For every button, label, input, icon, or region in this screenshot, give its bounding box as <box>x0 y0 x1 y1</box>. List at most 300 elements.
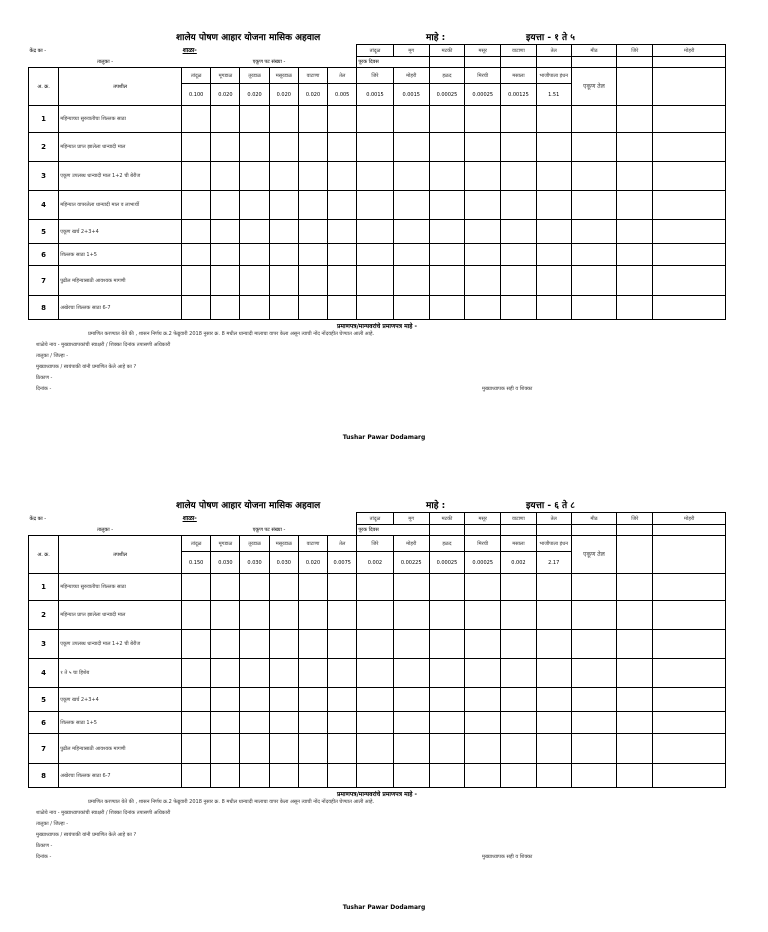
entry-cell[interactable] <box>465 106 501 133</box>
row-number: 6 <box>29 712 59 734</box>
entry-cell[interactable] <box>182 296 211 320</box>
entry-cell[interactable] <box>328 688 357 712</box>
entry-cell[interactable] <box>617 734 653 764</box>
entry-cell[interactable] <box>393 734 429 764</box>
entry-cell[interactable] <box>298 266 327 296</box>
entry-cell[interactable] <box>653 601 726 630</box>
entry-cell[interactable] <box>571 133 616 162</box>
entry-cell[interactable] <box>465 133 501 162</box>
entry-cell[interactable] <box>465 266 501 296</box>
entry-cell[interactable] <box>429 296 464 320</box>
entry-cell[interactable] <box>501 191 536 220</box>
entry-cell[interactable] <box>653 712 726 734</box>
entry-cell[interactable] <box>429 712 464 734</box>
entry-cell[interactable] <box>393 133 429 162</box>
entry-cell[interactable] <box>536 296 571 320</box>
entry-cell[interactable] <box>357 133 393 162</box>
entry-cell[interactable] <box>269 266 298 296</box>
entry-cell[interactable] <box>429 574 464 601</box>
row-label: महिन्याच्या सुरुवातीचा शिल्लक साठा <box>59 106 182 133</box>
entry-cell[interactable] <box>571 734 616 764</box>
entry-cell[interactable] <box>211 244 240 266</box>
entry-cell[interactable] <box>269 630 298 659</box>
entry-cell[interactable] <box>617 220 653 244</box>
entry-cell[interactable] <box>465 191 501 220</box>
column-header: मूगडाळ <box>211 68 240 84</box>
entry-cell[interactable] <box>429 688 464 712</box>
rate-value: 0.00225 <box>393 552 429 574</box>
entry-cell[interactable] <box>393 244 429 266</box>
rate-value: 0.00125 <box>501 84 536 106</box>
entry-cell[interactable] <box>211 659 240 688</box>
entry-cell[interactable] <box>571 764 616 788</box>
entry-cell[interactable] <box>465 688 501 712</box>
entry-cell[interactable] <box>182 220 211 244</box>
entry-cell[interactable] <box>211 712 240 734</box>
entry-cell[interactable] <box>465 244 501 266</box>
entry-cell[interactable] <box>298 659 327 688</box>
entry-cell[interactable] <box>429 659 464 688</box>
column-header: वाटाणा <box>298 68 327 84</box>
entry-cell[interactable] <box>328 734 357 764</box>
entry-cell[interactable] <box>393 688 429 712</box>
entry-cell[interactable] <box>298 191 327 220</box>
entry-cell[interactable] <box>269 133 298 162</box>
entry-cell[interactable] <box>429 244 464 266</box>
entry-cell[interactable] <box>465 574 501 601</box>
entry-cell[interactable] <box>211 296 240 320</box>
entry-cell[interactable] <box>501 106 536 133</box>
entry-cell[interactable] <box>357 244 393 266</box>
entry-cell[interactable] <box>269 106 298 133</box>
entry-cell[interactable] <box>617 601 653 630</box>
entry-cell[interactable] <box>328 296 357 320</box>
entry-cell[interactable] <box>298 220 327 244</box>
entry-cell[interactable] <box>182 764 211 788</box>
entry-cell[interactable] <box>465 601 501 630</box>
entry-cell[interactable] <box>653 659 726 688</box>
entry-cell[interactable] <box>298 764 327 788</box>
entry-cell[interactable] <box>182 244 211 266</box>
entry-cell[interactable] <box>240 220 269 244</box>
entry-cell[interactable] <box>182 574 211 601</box>
entry-cell[interactable] <box>240 162 269 191</box>
column-header: हळद <box>429 68 464 84</box>
entry-cell[interactable] <box>298 630 327 659</box>
entry-cell[interactable] <box>501 162 536 191</box>
row-label: एकूण उपलब्ध धान्यादी माल 1+2 ची बेरीज <box>59 162 182 191</box>
column-header: तूरडाळ <box>240 536 269 552</box>
entry-cell[interactable] <box>393 630 429 659</box>
entry-cell[interactable] <box>617 688 653 712</box>
entry-cell[interactable] <box>653 734 726 764</box>
entry-cell[interactable] <box>653 688 726 712</box>
entry-cell[interactable] <box>182 133 211 162</box>
entry-cell[interactable] <box>211 191 240 220</box>
entry-cell[interactable] <box>240 688 269 712</box>
entry-cell[interactable] <box>571 630 616 659</box>
entry-cell[interactable] <box>617 574 653 601</box>
udise-label: केंद्र का - <box>29 47 47 54</box>
entry-cell[interactable] <box>182 191 211 220</box>
entry-cell[interactable] <box>357 162 393 191</box>
entry-cell[interactable] <box>501 630 536 659</box>
entry-cell[interactable] <box>571 688 616 712</box>
row-label: महिन्यात वापरलेला धान्यादी माल व लाभार्थी <box>59 191 182 220</box>
column-header: मसूरडाळ <box>269 68 298 84</box>
entry-cell[interactable] <box>571 191 616 220</box>
rate-value: 0.020 <box>269 84 298 106</box>
column-header: तेल <box>536 513 571 525</box>
row-number: 5 <box>29 220 59 244</box>
rate-value: 0.020 <box>211 84 240 106</box>
column-header: जिरे <box>357 536 393 552</box>
entry-cell[interactable] <box>240 659 269 688</box>
entry-cell[interactable] <box>429 162 464 191</box>
rate-value: 0.030 <box>269 552 298 574</box>
entry-cell[interactable] <box>653 244 726 266</box>
entry-cell[interactable] <box>357 630 393 659</box>
entry-cell[interactable] <box>536 266 571 296</box>
entry-cell[interactable] <box>269 688 298 712</box>
entry-cell[interactable] <box>357 191 393 220</box>
column-header: मटकी <box>429 45 464 57</box>
row-number: 3 <box>29 162 59 191</box>
entry-cell[interactable] <box>269 659 298 688</box>
certificate-line: दिनांक - <box>36 854 52 860</box>
entry-cell[interactable] <box>465 296 501 320</box>
entry-cell[interactable] <box>269 712 298 734</box>
entry-cell[interactable] <box>536 106 571 133</box>
entry-cell[interactable] <box>240 601 269 630</box>
entry-cell[interactable] <box>211 162 240 191</box>
entry-cell[interactable] <box>393 659 429 688</box>
entry-cell[interactable] <box>298 601 327 630</box>
entry-cell[interactable] <box>269 734 298 764</box>
entry-cell[interactable] <box>328 712 357 734</box>
entry-cell[interactable] <box>536 191 571 220</box>
column-header: जिरे <box>617 45 653 57</box>
entry-cell[interactable] <box>653 133 726 162</box>
entry-cell[interactable] <box>653 191 726 220</box>
entry-cell[interactable] <box>211 133 240 162</box>
entry-cell[interactable] <box>536 133 571 162</box>
entry-cell[interactable] <box>617 266 653 296</box>
entry-cell[interactable] <box>653 106 726 133</box>
certificate-line: मुख्याध्यापक / स्वयंपाकी यांनी प्रमाणित केले आहे का ? <box>36 832 137 838</box>
entry-cell[interactable] <box>536 712 571 734</box>
item-header: तपशील <box>59 68 182 106</box>
row-number: 8 <box>29 296 59 320</box>
entry-cell[interactable] <box>536 688 571 712</box>
column-header: वाटाणा <box>501 45 536 57</box>
entry-cell[interactable] <box>240 191 269 220</box>
entry-cell[interactable] <box>328 244 357 266</box>
entry-cell[interactable] <box>429 266 464 296</box>
entry-cell[interactable] <box>182 734 211 764</box>
entry-cell[interactable] <box>269 220 298 244</box>
entry-cell[interactable] <box>393 296 429 320</box>
entry-cell[interactable] <box>429 106 464 133</box>
certificate-title: प्रमाणपत्र/मान्यवरांचे प्रमाणपत्र माहे - <box>336 323 418 330</box>
entry-cell[interactable] <box>571 266 616 296</box>
entry-cell[interactable] <box>653 296 726 320</box>
entry-cell[interactable] <box>269 296 298 320</box>
entry-cell[interactable] <box>240 133 269 162</box>
entry-cell[interactable] <box>536 220 571 244</box>
entry-cell[interactable] <box>357 688 393 712</box>
entry-cell[interactable] <box>298 162 327 191</box>
entry-cell[interactable] <box>182 712 211 734</box>
entry-cell[interactable] <box>182 106 211 133</box>
entry-cell[interactable] <box>211 220 240 244</box>
entry-cell[interactable] <box>328 601 357 630</box>
column-header: तेल <box>536 45 571 57</box>
entry-cell[interactable] <box>536 659 571 688</box>
report-table <box>28 44 726 320</box>
entry-cell[interactable] <box>501 296 536 320</box>
column-header: मूगडाळ <box>211 536 240 552</box>
taluka-label: तालुका - <box>96 526 114 533</box>
entry-cell[interactable] <box>240 106 269 133</box>
row-label: पुढील महिन्यासाठी आवश्यक मागणी <box>59 734 182 764</box>
entry-cell[interactable] <box>617 106 653 133</box>
entry-cell[interactable] <box>617 162 653 191</box>
entry-cell[interactable] <box>269 574 298 601</box>
entry-cell[interactable] <box>269 601 298 630</box>
entry-cell[interactable] <box>653 162 726 191</box>
entry-cell[interactable] <box>465 630 501 659</box>
entry-cell[interactable] <box>298 712 327 734</box>
entry-cell[interactable] <box>298 106 327 133</box>
entry-cell[interactable] <box>211 764 240 788</box>
entry-cell[interactable] <box>269 764 298 788</box>
entry-cell[interactable] <box>240 712 269 734</box>
entry-cell[interactable] <box>617 630 653 659</box>
entry-cell[interactable] <box>617 191 653 220</box>
entry-cell[interactable] <box>240 296 269 320</box>
entry-cell[interactable] <box>211 574 240 601</box>
entry-cell[interactable] <box>571 162 616 191</box>
entry-cell[interactable] <box>393 220 429 244</box>
entry-cell[interactable] <box>328 764 357 788</box>
column-header: मोहरी <box>393 536 429 552</box>
entry-cell[interactable] <box>501 601 536 630</box>
entry-cell[interactable] <box>328 574 357 601</box>
rate-value: 0.0015 <box>393 84 429 106</box>
days-label: पूरक दिवस <box>357 525 430 536</box>
entry-cell[interactable] <box>357 734 393 764</box>
entry-cell[interactable] <box>298 244 327 266</box>
entry-cell[interactable] <box>328 162 357 191</box>
entry-cell[interactable] <box>182 630 211 659</box>
table-cell <box>429 525 464 536</box>
entry-cell[interactable] <box>328 266 357 296</box>
entry-cell[interactable] <box>240 244 269 266</box>
row-label: शिल्लक साठा 1+5 <box>59 244 182 266</box>
entry-cell[interactable] <box>501 712 536 734</box>
entry-cell[interactable] <box>357 266 393 296</box>
entry-cell[interactable] <box>429 601 464 630</box>
entry-cell[interactable] <box>429 630 464 659</box>
entry-cell[interactable] <box>501 734 536 764</box>
entry-cell[interactable] <box>393 191 429 220</box>
certificate-line: मुख्याध्यापक / स्वयंपाकी यांनी प्रमाणित केले आहे का ? <box>36 364 137 370</box>
entry-cell[interactable] <box>465 734 501 764</box>
entry-cell[interactable] <box>393 712 429 734</box>
entry-cell[interactable] <box>298 296 327 320</box>
entry-cell[interactable] <box>328 630 357 659</box>
entry-cell[interactable] <box>465 764 501 788</box>
column-header: मूग <box>393 45 429 57</box>
table-cell <box>536 57 571 68</box>
signature-label: मुख्याध्यापक सही व शिक्का <box>482 854 533 860</box>
entry-cell[interactable] <box>357 220 393 244</box>
entry-cell[interactable] <box>269 244 298 266</box>
entry-cell[interactable] <box>617 296 653 320</box>
entry-cell[interactable] <box>182 162 211 191</box>
rate-value: 0.00025 <box>465 552 501 574</box>
entry-cell[interactable] <box>571 601 616 630</box>
entry-cell[interactable] <box>240 630 269 659</box>
rate-value: 0.0075 <box>328 552 357 574</box>
entry-cell[interactable] <box>393 106 429 133</box>
entry-cell[interactable] <box>298 133 327 162</box>
entry-cell[interactable] <box>429 764 464 788</box>
entry-cell[interactable] <box>211 601 240 630</box>
entry-cell[interactable] <box>357 764 393 788</box>
entry-cell[interactable] <box>465 220 501 244</box>
entry-cell[interactable] <box>465 162 501 191</box>
entry-cell[interactable] <box>501 133 536 162</box>
entry-cell[interactable] <box>240 574 269 601</box>
entry-cell[interactable] <box>536 630 571 659</box>
entry-cell[interactable] <box>211 266 240 296</box>
entry-cell[interactable] <box>357 601 393 630</box>
entry-cell[interactable] <box>393 162 429 191</box>
signature-label: मुख्याध्यापक सही व शिक्का <box>482 386 533 392</box>
entry-cell[interactable] <box>429 220 464 244</box>
entry-cell[interactable] <box>393 266 429 296</box>
entry-cell[interactable] <box>357 296 393 320</box>
rate-value: 0.005 <box>328 84 357 106</box>
table-cell <box>571 525 616 536</box>
entry-cell[interactable] <box>571 712 616 734</box>
rate-value: 0.0015 <box>357 84 393 106</box>
entry-cell[interactable] <box>501 574 536 601</box>
rate-value: 0.00025 <box>429 84 464 106</box>
entry-cell[interactable] <box>429 133 464 162</box>
entry-cell[interactable] <box>393 601 429 630</box>
entry-cell[interactable] <box>465 712 501 734</box>
entry-cell[interactable] <box>269 162 298 191</box>
entry-cell[interactable] <box>269 191 298 220</box>
rate-value: 0.00025 <box>429 552 464 574</box>
entry-cell[interactable] <box>653 220 726 244</box>
entry-cell[interactable] <box>357 106 393 133</box>
entry-cell[interactable] <box>501 266 536 296</box>
entry-cell[interactable] <box>182 688 211 712</box>
column-header: मसाला <box>501 536 536 552</box>
entry-cell[interactable] <box>501 764 536 788</box>
entry-cell[interactable] <box>617 659 653 688</box>
entry-cell[interactable] <box>211 630 240 659</box>
entry-cell[interactable] <box>571 296 616 320</box>
entry-cell[interactable] <box>653 764 726 788</box>
entry-cell[interactable] <box>328 220 357 244</box>
entry-cell[interactable] <box>501 220 536 244</box>
entry-cell[interactable] <box>328 106 357 133</box>
entry-cell[interactable] <box>393 764 429 788</box>
entry-cell[interactable] <box>536 601 571 630</box>
entry-cell[interactable] <box>617 712 653 734</box>
entry-cell[interactable] <box>501 244 536 266</box>
entry-cell[interactable] <box>211 106 240 133</box>
entry-cell[interactable] <box>617 244 653 266</box>
entry-cell[interactable] <box>536 244 571 266</box>
entry-cell[interactable] <box>298 734 327 764</box>
entry-cell[interactable] <box>536 162 571 191</box>
rate-value: 1.51 <box>536 84 571 106</box>
entry-cell[interactable] <box>429 734 464 764</box>
entry-cell[interactable] <box>357 712 393 734</box>
entry-cell[interactable] <box>182 601 211 630</box>
entry-cell[interactable] <box>357 659 393 688</box>
entry-cell[interactable] <box>328 191 357 220</box>
entry-cell[interactable] <box>501 659 536 688</box>
entry-cell[interactable] <box>617 764 653 788</box>
report-table <box>28 512 726 788</box>
entry-cell[interactable] <box>571 220 616 244</box>
entry-cell[interactable] <box>211 688 240 712</box>
entry-cell[interactable] <box>571 106 616 133</box>
entry-cell[interactable] <box>571 659 616 688</box>
entry-cell[interactable] <box>182 266 211 296</box>
entry-cell[interactable] <box>357 574 393 601</box>
entry-cell[interactable] <box>571 574 616 601</box>
row-label: एकूण खर्च 2+3+4 <box>59 688 182 712</box>
entry-cell[interactable] <box>240 764 269 788</box>
entry-cell[interactable] <box>298 574 327 601</box>
entry-cell[interactable] <box>536 574 571 601</box>
entry-cell[interactable] <box>328 133 357 162</box>
entry-cell[interactable] <box>501 688 536 712</box>
entry-cell[interactable] <box>240 734 269 764</box>
entry-cell[interactable] <box>571 244 616 266</box>
entry-cell[interactable] <box>240 266 269 296</box>
entry-cell[interactable] <box>211 734 240 764</box>
row-label: अखेरचा शिल्लक साठा 6-7 <box>59 296 182 320</box>
entry-cell[interactable] <box>653 574 726 601</box>
rate-value: 0.020 <box>298 552 327 574</box>
rate-value: 0.002 <box>357 552 393 574</box>
entry-cell[interactable] <box>465 659 501 688</box>
entry-cell[interactable] <box>617 133 653 162</box>
entry-cell[interactable] <box>393 574 429 601</box>
entry-cell[interactable] <box>182 659 211 688</box>
entry-cell[interactable] <box>328 659 357 688</box>
column-header: जिरे <box>357 68 393 84</box>
entry-cell[interactable] <box>653 266 726 296</box>
column-header: तेल <box>328 536 357 552</box>
certificate-line: दिनांक - <box>36 386 52 392</box>
entry-cell[interactable] <box>536 764 571 788</box>
entry-cell[interactable] <box>298 688 327 712</box>
entry-cell[interactable] <box>429 191 464 220</box>
entry-cell[interactable] <box>653 630 726 659</box>
entry-cell[interactable] <box>536 734 571 764</box>
rate-value: 0.020 <box>298 84 327 106</box>
